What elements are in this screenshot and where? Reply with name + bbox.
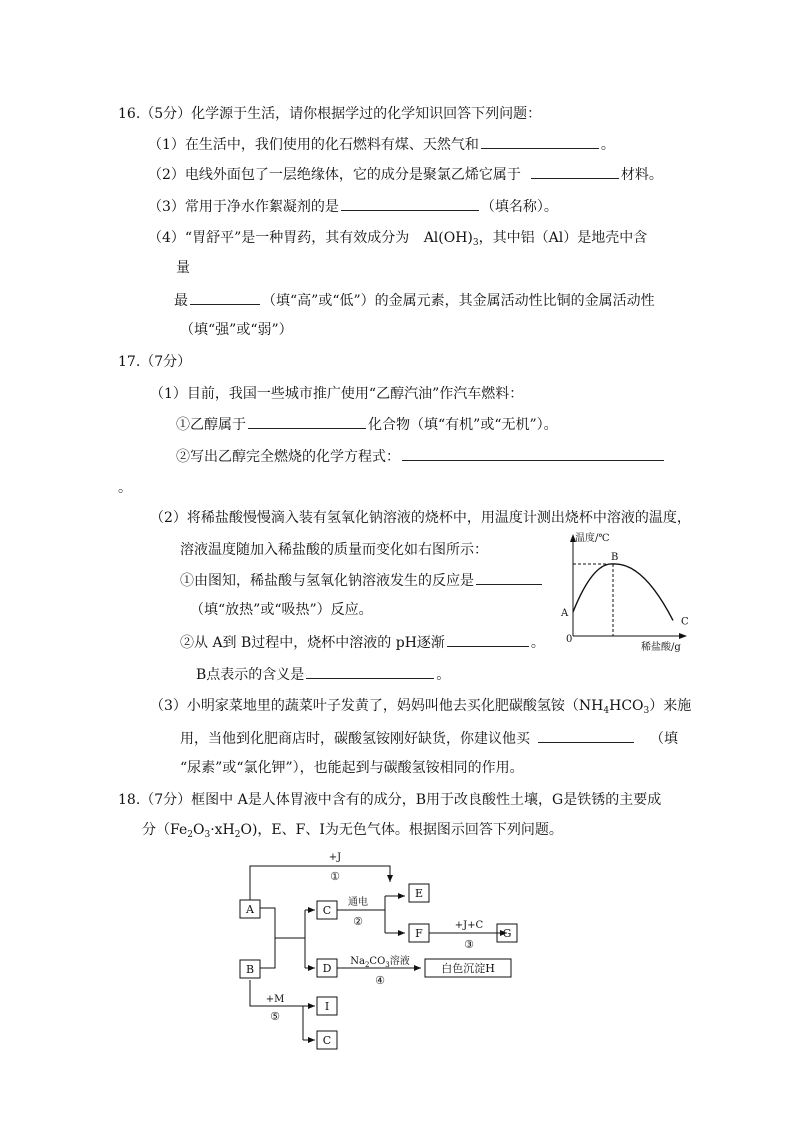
q16-part4-line2 [174,290,655,311]
temperature-chart [553,530,693,656]
q16-part4-cont: 量 [176,260,190,276]
q16-part4-d-end: （填“高”或“低”）的金属元素，其金属活动性比铜的金属活动性 [262,293,655,309]
q16-part3-end: （填名称）。 [480,199,558,215]
q17-part2-q3-text: B点表示的含义是 [196,667,305,683]
q18-text: ·xH [210,822,235,838]
formula-text: Al(OH) [423,230,473,246]
q16-part2-end: 材料。 [620,167,663,183]
q18-text: 分（Fe [142,822,188,838]
answer-blank[interactable] [531,164,619,179]
answer-blank[interactable] [447,632,529,647]
formula-sub: 3 [204,830,211,840]
q16-part4 [148,228,647,253]
q17-part2-q1 [180,570,544,591]
q17-part3 [150,696,691,721]
q17-part2: （2）将稀盐酸慢慢滴入装有氢氧化钠溶液的烧杯中，用温度计测出烧杯中溶液的温度， [150,510,691,526]
q17-part3-line2-end: （填 [650,731,678,747]
q18-text: O)，E、F、I为无色气体。根据图示回答下列问题。 [240,822,563,838]
q16-part4-line3: （填“强”或“弱”） [180,322,293,338]
label-step-3: ③ [464,938,474,951]
box-f-label: F [415,927,423,940]
q17-part3-line2-text: 用，当他到化肥商店时，碳酸氢铵刚好缺货，你建议他买 [180,731,530,747]
q18-title-line2 [142,820,563,845]
answer-blank[interactable] [190,290,260,305]
q16-part4-d: 最 [174,293,188,309]
formula-sub: 3 [472,238,479,248]
answer-blank[interactable] [402,446,664,461]
formula-sub: 2 [187,830,193,840]
na2co3-solution: 溶液 [389,956,410,967]
answer-blank[interactable] [538,728,634,743]
q17-part1b-text: ②写出乙醇完全燃烧的化学方程式： [176,449,400,465]
temperature-curve [573,564,673,620]
formula-sub: 2 [234,830,241,840]
box-c2-label: C [322,1034,332,1047]
origin-label: 0 [566,634,573,645]
q17-part3-end: ）来施 [649,698,692,714]
point-label-c: C [681,616,689,628]
q16-part4-text-b: ，其中铝（Al）是地壳中含 [478,230,648,246]
na2co3-sub: 2 [364,961,370,969]
na2co3-na: Na [350,956,365,967]
q17-part2-q1-cont: （填“放热”或“吸热”）反应。 [190,602,373,618]
label-electrolysis: 通电 [348,897,368,908]
na2co3-co: CO [369,956,386,967]
box-c-label: C [322,904,332,917]
q17-part3-text: （3）小明家菜地里的蔬菜叶子发黄了，妈妈叫他去买化肥碳酸氢铵（NH [150,698,604,714]
point-label-a: A [561,608,569,619]
point-label-b: B [611,552,619,563]
label-plus-j-c: +J+C [454,920,484,931]
q16-title: 16.（5分）化学源于生活，请你根据学过的化学知识回答下列问题： [118,106,542,122]
q17-part1b-period: 。 [118,480,132,496]
answer-blank[interactable] [476,570,542,585]
q16-part2-text: （2）电线外面包了一层绝缘体，它的成分是聚氯乙烯它属于 [148,167,521,183]
answer-blank[interactable] [481,134,599,149]
q16-part3-text: （3）常用于净水作絮凝剂的是 [148,199,339,215]
period: 。 [530,635,545,651]
box-h-label: 白色沉淀H [441,962,495,975]
q16-part1-text: （1）在生活中，我们使用的化石燃料有煤、天然气和 [148,137,479,153]
formula-sub: 3 [643,706,650,716]
q16-part3 [148,196,558,217]
y-axis-label: 温度/℃ [575,533,610,544]
q17-part1a [176,414,558,435]
q17-part2-q2-text: ②从 A到 B过程中，烧杯中溶液的 pH逐渐 [180,635,445,651]
q17-part1: （1）目前，我国一些城市推广使用“乙醇汽油”作汽车燃料： [150,386,524,402]
chart-marks [560,552,689,636]
label-na2co3 [350,954,410,969]
label-step-5: ⑤ [270,1010,280,1023]
q17-part1a-end: 化合物（填“有机”或“无机”）。 [368,417,558,433]
answer-blank[interactable] [248,414,366,429]
label-step-2: ② [353,915,363,928]
formula-aloh3 [424,230,479,246]
na2co3-sub: 3 [385,961,390,969]
box-d-label: D [322,962,332,975]
q16-part4-text: （4）“胃舒平”是一种胃药，其有效成分为 [148,230,410,246]
q17-part2-q2 [180,632,545,653]
answer-blank[interactable] [306,664,434,679]
arrow-a-to-e [250,866,390,900]
box-b-label: B [245,963,255,976]
q17-part1b [176,446,666,467]
q16-part1 [148,134,615,155]
period: 。 [436,667,451,683]
connector-a [260,908,275,968]
period: 。 [600,137,615,153]
box-i-label: I [324,1000,330,1013]
label-plus-j: +J [328,852,342,863]
q17-part3-line3: “尿素”或“氯化钾”），也能起到与碳酸氢铵相同的作用。 [180,760,524,776]
formula-sub: 4 [603,706,610,716]
x-axis-arrow-icon [679,633,687,639]
q17-part2-line2: 溶液温度随加入稀盐酸的质量而变化如右图所示： [180,542,488,558]
q18-title: 18.（7分）框图中 A是人体胃液中含有的成分，B用于改良酸性土壤，G是铁锈的主要成 [118,792,662,808]
q17-part1a-text: ①乙醇属于 [176,417,246,433]
answer-blank[interactable] [341,196,479,211]
reaction-flow-diagram [225,848,525,1058]
box-a-label: A [246,903,254,916]
box-e-label: E [414,887,424,900]
formula-text: HCO [609,698,644,714]
q17-part2-q1-text: ①由图知，稀盐酸与氢氧化钠溶液发生的反应是 [180,573,474,589]
q17-part2-q3 [196,664,450,685]
label-step-1: ① [330,870,340,883]
box-g-label: G [502,927,512,940]
q17-part3-line2 [180,728,678,749]
q16-part2 [148,164,663,185]
q17-title: 17.（7分） [118,354,192,370]
x-axis-label: 稀盐酸/g [641,642,681,653]
q18-text: O [192,822,205,838]
label-step-4: ④ [375,974,385,987]
label-plus-m: +M [265,994,285,1005]
